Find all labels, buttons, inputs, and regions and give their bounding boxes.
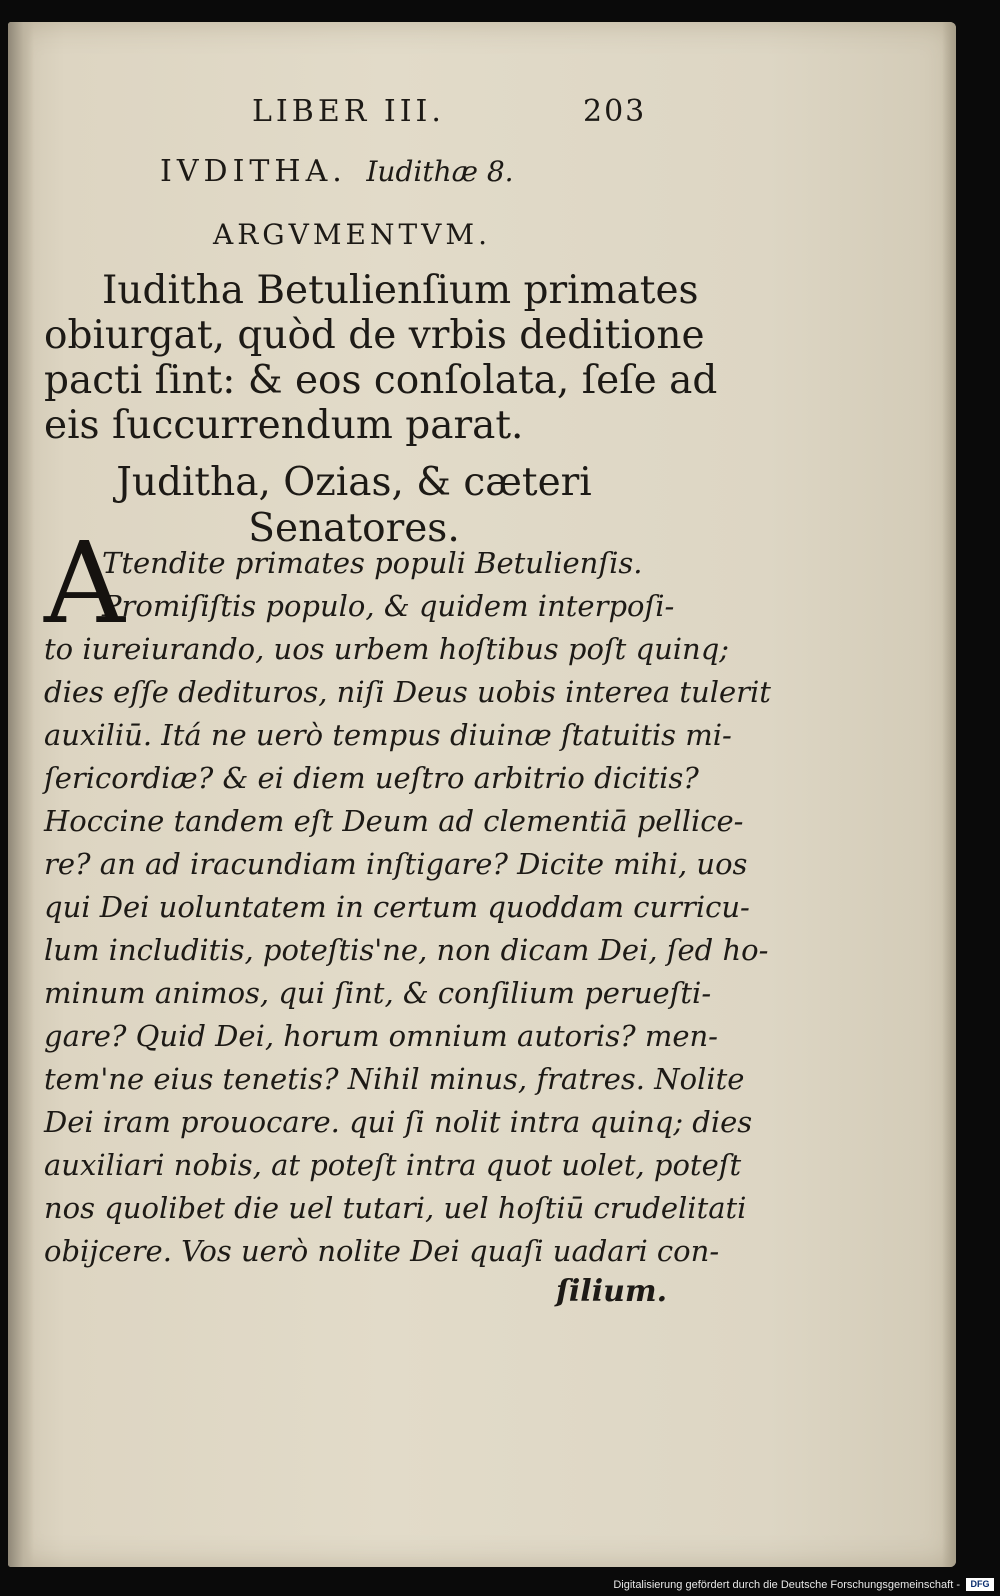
body-line: dies eſſe dedituros, niſi Deus uobis interea tulerit	[44, 675, 771, 709]
running-title: LIBER III.	[252, 94, 445, 129]
body-line: Promiſiſtis populo, & quidem interpoſi-	[102, 589, 675, 623]
speakers-heading	[44, 460, 664, 552]
page-edge-shadow	[942, 22, 956, 1567]
argument-line: Iuditha Betulienſium primates	[102, 268, 699, 313]
argument-line: eis ſuccurrendum parat.	[44, 403, 524, 448]
body-line: nos quolibet die uel tutari, uel hoſtiū crudelitati	[44, 1191, 747, 1225]
speakers-line: Juditha, Ozias, & cæteri	[116, 460, 592, 505]
speakers-line: Senatores.	[248, 506, 460, 551]
body-line: re? an ad iracundiam inſtigare? Dicite mihi, uos	[44, 847, 748, 881]
page-gutter-shadow	[8, 22, 34, 1567]
argument-paragraph	[44, 268, 718, 448]
argument-heading: ARGVMENTVM.	[213, 218, 491, 251]
drop-cap: A	[44, 519, 125, 649]
argument-line: obiurgat, quòd de vrbis deditione	[44, 313, 705, 358]
body-line: Ttendite primates populi Betulienſis.	[102, 546, 643, 580]
digitization-credit: Digitalisierung gefördert durch die Deutsche Forschungsgemeinschaft -	[613, 1579, 960, 1591]
argument-line: pacti ſint: & eos conſolata, ſeſe ad	[44, 358, 718, 403]
book-title	[160, 154, 514, 189]
page-header	[8, 94, 956, 144]
catchword: ſilium.	[556, 1274, 668, 1309]
body-line: minum animos, qui ſint, & conſilium perueſti-	[44, 976, 712, 1010]
page-number: 203	[583, 94, 647, 129]
body-line: Hoccine tandem eſt Deum ad clementiā pellice-	[44, 804, 744, 838]
body-line: ſericordiæ? & ei diem ueſtro arbitrio dicitis?	[44, 761, 699, 795]
body-line: qui Dei uoluntatem in certum quoddam curricu-	[44, 890, 750, 924]
body-line: lum includitis, poteſtis'ne, non dicam Dei, ſed ho-	[44, 933, 769, 967]
book-title-reference: Iudithæ 8.	[366, 155, 514, 188]
body-line: to iureiurando, uos urbem hoſtibus poſt quinq;	[44, 632, 730, 666]
body-line: auxiliū. Itá ne uerò tempus diuinæ ſtatuitis mi-	[44, 718, 732, 752]
body-line: gare? Quid Dei, horum omnium autoris? men-	[44, 1019, 718, 1053]
credit-bar	[0, 1570, 1000, 1596]
body-line: obijcere. Vos uerò nolite Dei quaſi uadari con-	[44, 1234, 720, 1268]
book-title-name: IVDITHA.	[160, 154, 347, 189]
dfg-logo-icon: DFG	[966, 1578, 994, 1591]
book-page	[8, 22, 956, 1567]
body-line: tem'ne eius tenetis? Nihil minus, fratres. Nolite	[44, 1062, 745, 1096]
body-line: auxiliari nobis, at poteſt intra quot uolet, poteſt	[44, 1148, 742, 1182]
body-line: Dei iram prouocare. qui ſi nolit intra quinq; dies	[44, 1105, 753, 1139]
